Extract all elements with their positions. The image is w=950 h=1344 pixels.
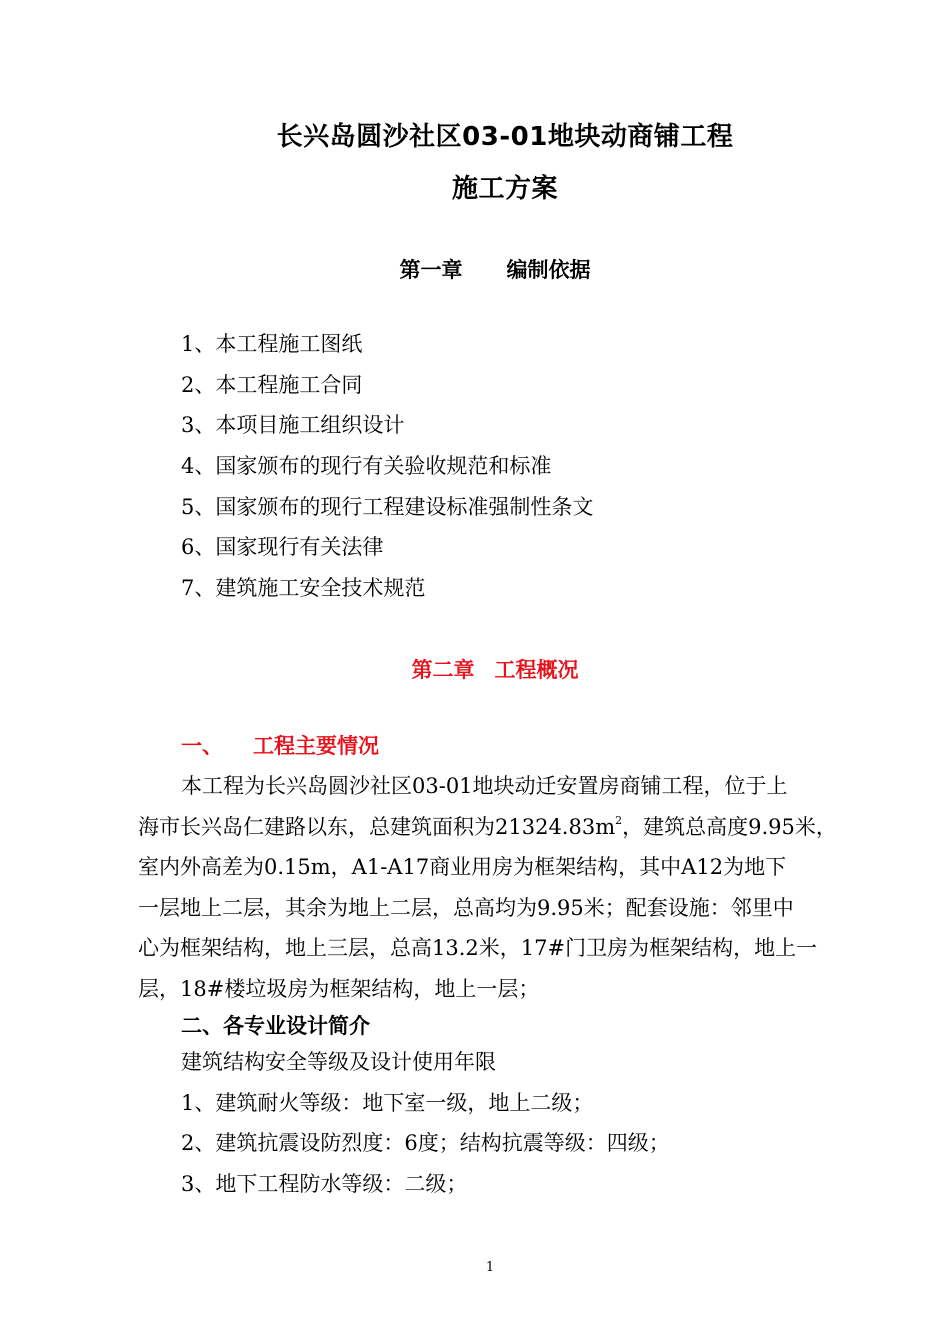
- paragraph-line: 心为框架结构，地上三层，总高13.2米，17#门卫房为框架结构，地上一: [138, 936, 818, 960]
- paragraph-line: 一层地上二层，其余为地上二层，总高均为9.95米；配套设施：邻里中: [138, 895, 794, 920]
- list-item: 4、国家颁布的现行有关验收规范和标准: [181, 454, 552, 479]
- chapter-1-name: 编制依据: [506, 258, 591, 282]
- list-item: 1、本工程施工图纸: [181, 332, 363, 356]
- list-item: 1、建筑耐火等级：地下室一级，地上二级；: [181, 1090, 594, 1115]
- superscript: 2: [615, 813, 623, 827]
- paragraph-line: 层，18#楼垃圾房为框架结构，地上一层；: [138, 976, 540, 1001]
- chapter-2-heading: [20, 654, 950, 684]
- section-1-heading: [181, 730, 379, 760]
- document-title: 长兴岛圆沙社区03-01地块动商铺工程: [276, 122, 734, 152]
- paragraph-text: ，建筑总高度9.95米，: [622, 814, 837, 839]
- list-item: 7、建筑施工安全技术规范: [181, 576, 426, 601]
- list-item: 2、本工程施工合同: [181, 372, 363, 397]
- list-item: 2、建筑抗震设防烈度：6度；结构抗震等级：四级；: [181, 1131, 670, 1155]
- document-subtitle: 施工方案: [451, 174, 558, 204]
- list-item: 3、地下工程防水等级：二级；: [181, 1171, 468, 1196]
- section-2-heading: 二、各专业设计简介: [181, 1014, 370, 1038]
- paragraph-line: 本工程为长兴岛圆沙社区03-01地块动迁安置房商铺工程，位于上: [181, 774, 788, 798]
- section-2-list: [181, 1046, 670, 1208]
- paragraph-line: 室内外高差为0.15m，A1-A17商业用房为框架结构，其中A12为地下: [138, 855, 787, 879]
- section-1-number: 一、: [181, 734, 223, 758]
- list-item: 3、本项目施工组织设计: [181, 413, 405, 438]
- chapter-2-number: 第二章: [411, 658, 475, 682]
- list-item: 建筑结构安全等级及设计使用年限: [181, 1050, 496, 1074]
- list-item: 5、国家颁布的现行工程建设标准强制性条文: [181, 494, 594, 519]
- chapter-1-heading: [20, 254, 950, 284]
- page-number: 1: [485, 1260, 495, 1275]
- chapter-2-name: 工程概况: [494, 658, 579, 682]
- chapter-1-list: [181, 328, 593, 613]
- chapter-1-number: 第一章: [399, 258, 463, 282]
- list-item: 6、国家现行有关法律: [181, 535, 384, 560]
- paragraph-text: 海市长兴岛仁建路以东，总建筑面积为21324.83m: [138, 814, 616, 839]
- section-1-title: 工程主要情况: [253, 734, 379, 758]
- paragraph-line: [138, 807, 838, 848]
- section-1-paragraph: [138, 766, 838, 1009]
